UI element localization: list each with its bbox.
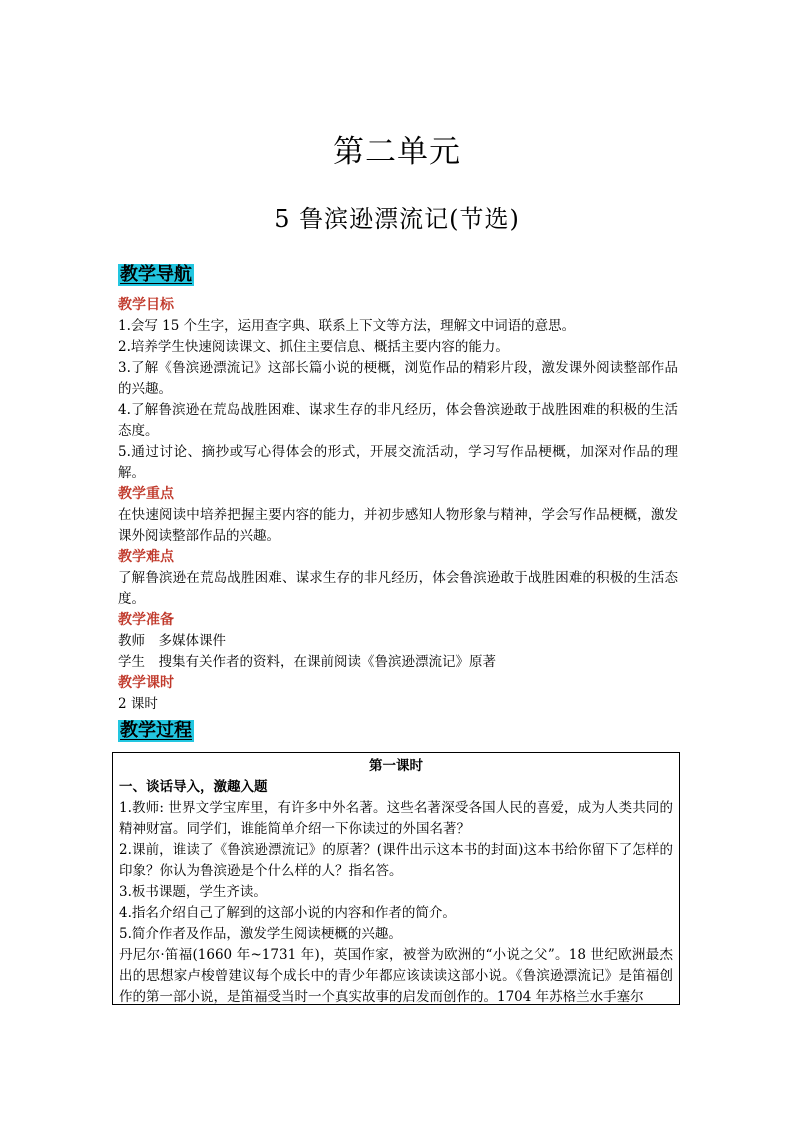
lesson-box-item: 丹尼尔·笛福(1660 年~1731 年)，英国作家，被誉为欧洲的“小说之父”。18 世纪欧洲最杰出的思想家卢梭曾建议每个成长中的青少年都应该读读这部小说。《鲁滨逊漂流记》是笛福创作的第一部小说，是笛福受当时一个真实故事的启发而创作的。1704 年苏格兰水手塞尔 [119,947,673,1005]
lesson-box-title: 第一课时 [369,758,423,774]
key-points-label: 教学重点 [118,486,174,502]
lesson-box-section: 一、谈话导入，激趣入题 [119,779,268,795]
objectives-label: 教学目标 [118,297,174,313]
preparation-teacher: 教师 多媒体课件 [118,633,226,649]
lesson-box [112,752,680,1005]
difficulties-text: 了解鲁滨逊在荒岛战胜困难、谋求生存的非凡经历，体会鲁滨逊敢于战胜困难的积极的生活态度。 [118,570,678,607]
key-points-text: 在快速阅读中培养把握主要内容的能力，并初步感知人物形象与精神，学会写作品梗概，激发课外阅读整部作品的兴趣。 [118,507,678,544]
objective-item: 5.通过讨论、摘抄或写心得体会的形式，开展交流活动，学习写作品梗概，加深对作品的理解。 [118,444,678,481]
lesson-title: 5 鲁滨逊漂流记(节选) [274,205,520,233]
preparation-student: 学生 搜集有关作者的资料，在课前阅读《鲁滨逊漂流记》原著 [118,654,496,670]
lesson-box-item: 5.简介作者及作品，激发学生阅读梗概的兴趣。 [119,926,402,942]
process-heading: 教学过程 [120,720,192,741]
difficulties-label: 教学难点 [118,549,174,565]
preparation-label: 教学准备 [118,612,174,628]
lesson-box-item: 3.板书课题，学生齐读。 [119,884,267,900]
lesson-box-item: 1.教师: 世界文学宝库里，有许多中外名著。这些名著深受各国人民的喜爱，成为人类共同的精神财富。同学们，谁能简单介绍一下你读过的外国名著？ [119,800,673,837]
periods-label: 教学课时 [118,675,174,691]
unit-title: 第二单元 [333,134,461,170]
guide-heading: 教学导航 [120,264,192,285]
objective-item: 4.了解鲁滨逊在荒岛战胜困难、谋求生存的非凡经历，体会鲁滨逊敢于战胜困难的积极的生活态度。 [118,402,678,439]
lesson-box-item: 2.课前，谁读了《鲁滨逊漂流记》的原著？(课件出示这本书的封面)这本书给你留下了怎样的印象？你认为鲁滨逊是个什么样的人？指名答。 [119,842,673,879]
objective-item: 2.培养学生快速阅读课文、抓住主要信息、概括主要内容的能力。 [118,339,509,355]
objective-item: 3.了解《鲁滨逊漂流记》这部长篇小说的梗概，浏览作品的精彩片段，激发课外阅读整部作品的兴趣。 [118,360,678,397]
guide-content [118,295,678,715]
lesson-box-item: 4.指名介绍自己了解到的这部小说的内容和作者的简介。 [119,905,456,921]
objective-item: 1.会写 15 个生字，运用查字典、联系上下文等方法，理解文中词语的意思。 [118,318,576,334]
periods-text: 2 课时 [118,696,158,712]
